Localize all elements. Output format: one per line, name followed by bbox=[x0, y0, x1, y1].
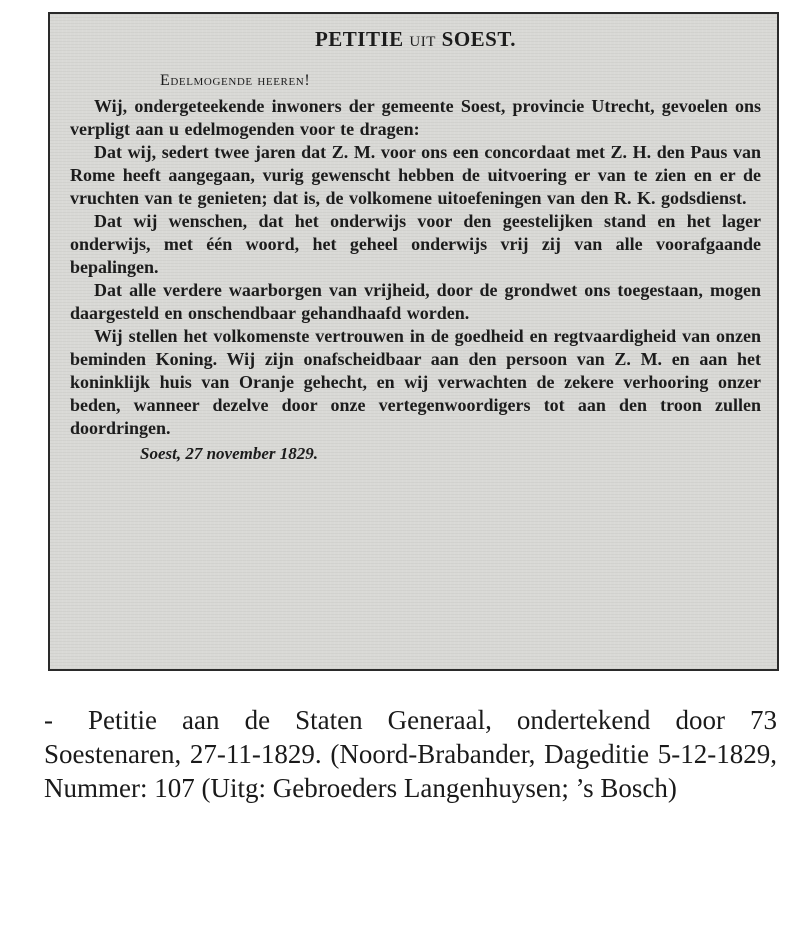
clipping-title bbox=[70, 26, 761, 55]
paragraph-3: Dat wij wenschen, dat het onderwijs voor den geestelijken stand en het lager onderwijs, met één woord, het geheel onderwijs vrij zij van alle voorafgaande bepalingen. bbox=[70, 211, 761, 277]
title-small: UIT bbox=[409, 34, 436, 50]
paragraph-4: Dat alle verdere waarborgen van vrijheid, door de grondwet ons toegestaan, mogen daargesteld en onschendbaar gehandhaafd worden. bbox=[70, 280, 761, 323]
salutation: Edelmogende heeren! bbox=[160, 72, 311, 89]
paragraph-5: Wij stellen het volkomenste vertrouwen in de goedheid en regtvaardigheid van onzen beminden Koning. Wij zijn onafscheidbaar aan den persoon van Z. M. en aan het koninklijk huis van Oranje gehecht, en wij verwachten de zekere verhooring onzer beden, wanneer dezelve door onze vertegenwoordigers tot aan den troon zullen doordringen. bbox=[70, 326, 761, 438]
paragraph-2: Dat wij, sedert twee jaren dat Z. M. voor ons een concordaat met Z. H. den Paus van Rome heeft aangegaan, vurig gewenscht hebben de uitvoering er van te zien en er de vruchten van te genieten; dat is, de volkomene uitoefeningen van den R. K. godsdienst. bbox=[70, 142, 761, 208]
newspaper-clipping bbox=[48, 12, 779, 671]
caption-dash: - bbox=[44, 705, 53, 735]
figure-caption bbox=[44, 703, 777, 805]
paragraph-1: Wij, ondergeteekende inwoners der gemeente Soest, provincie Utrecht, gevoelen ons verpligt aan u edelmogenden voor te dragen: bbox=[70, 96, 761, 139]
caption-text: Petitie aan de Staten Generaal, ondertekend door 73 Soestenaren, 27-11-1829. (Noord-Brabander, Dageditie 5-12-1829, Nummer: 107 (Uitg: Gebroeders Langenhuysen; ’s Bosch) bbox=[44, 705, 777, 803]
title-place: SOEST. bbox=[441, 27, 517, 51]
title-main: PETITIE bbox=[314, 27, 404, 51]
signature-line: Soest, 27 november 1829. bbox=[140, 444, 319, 463]
